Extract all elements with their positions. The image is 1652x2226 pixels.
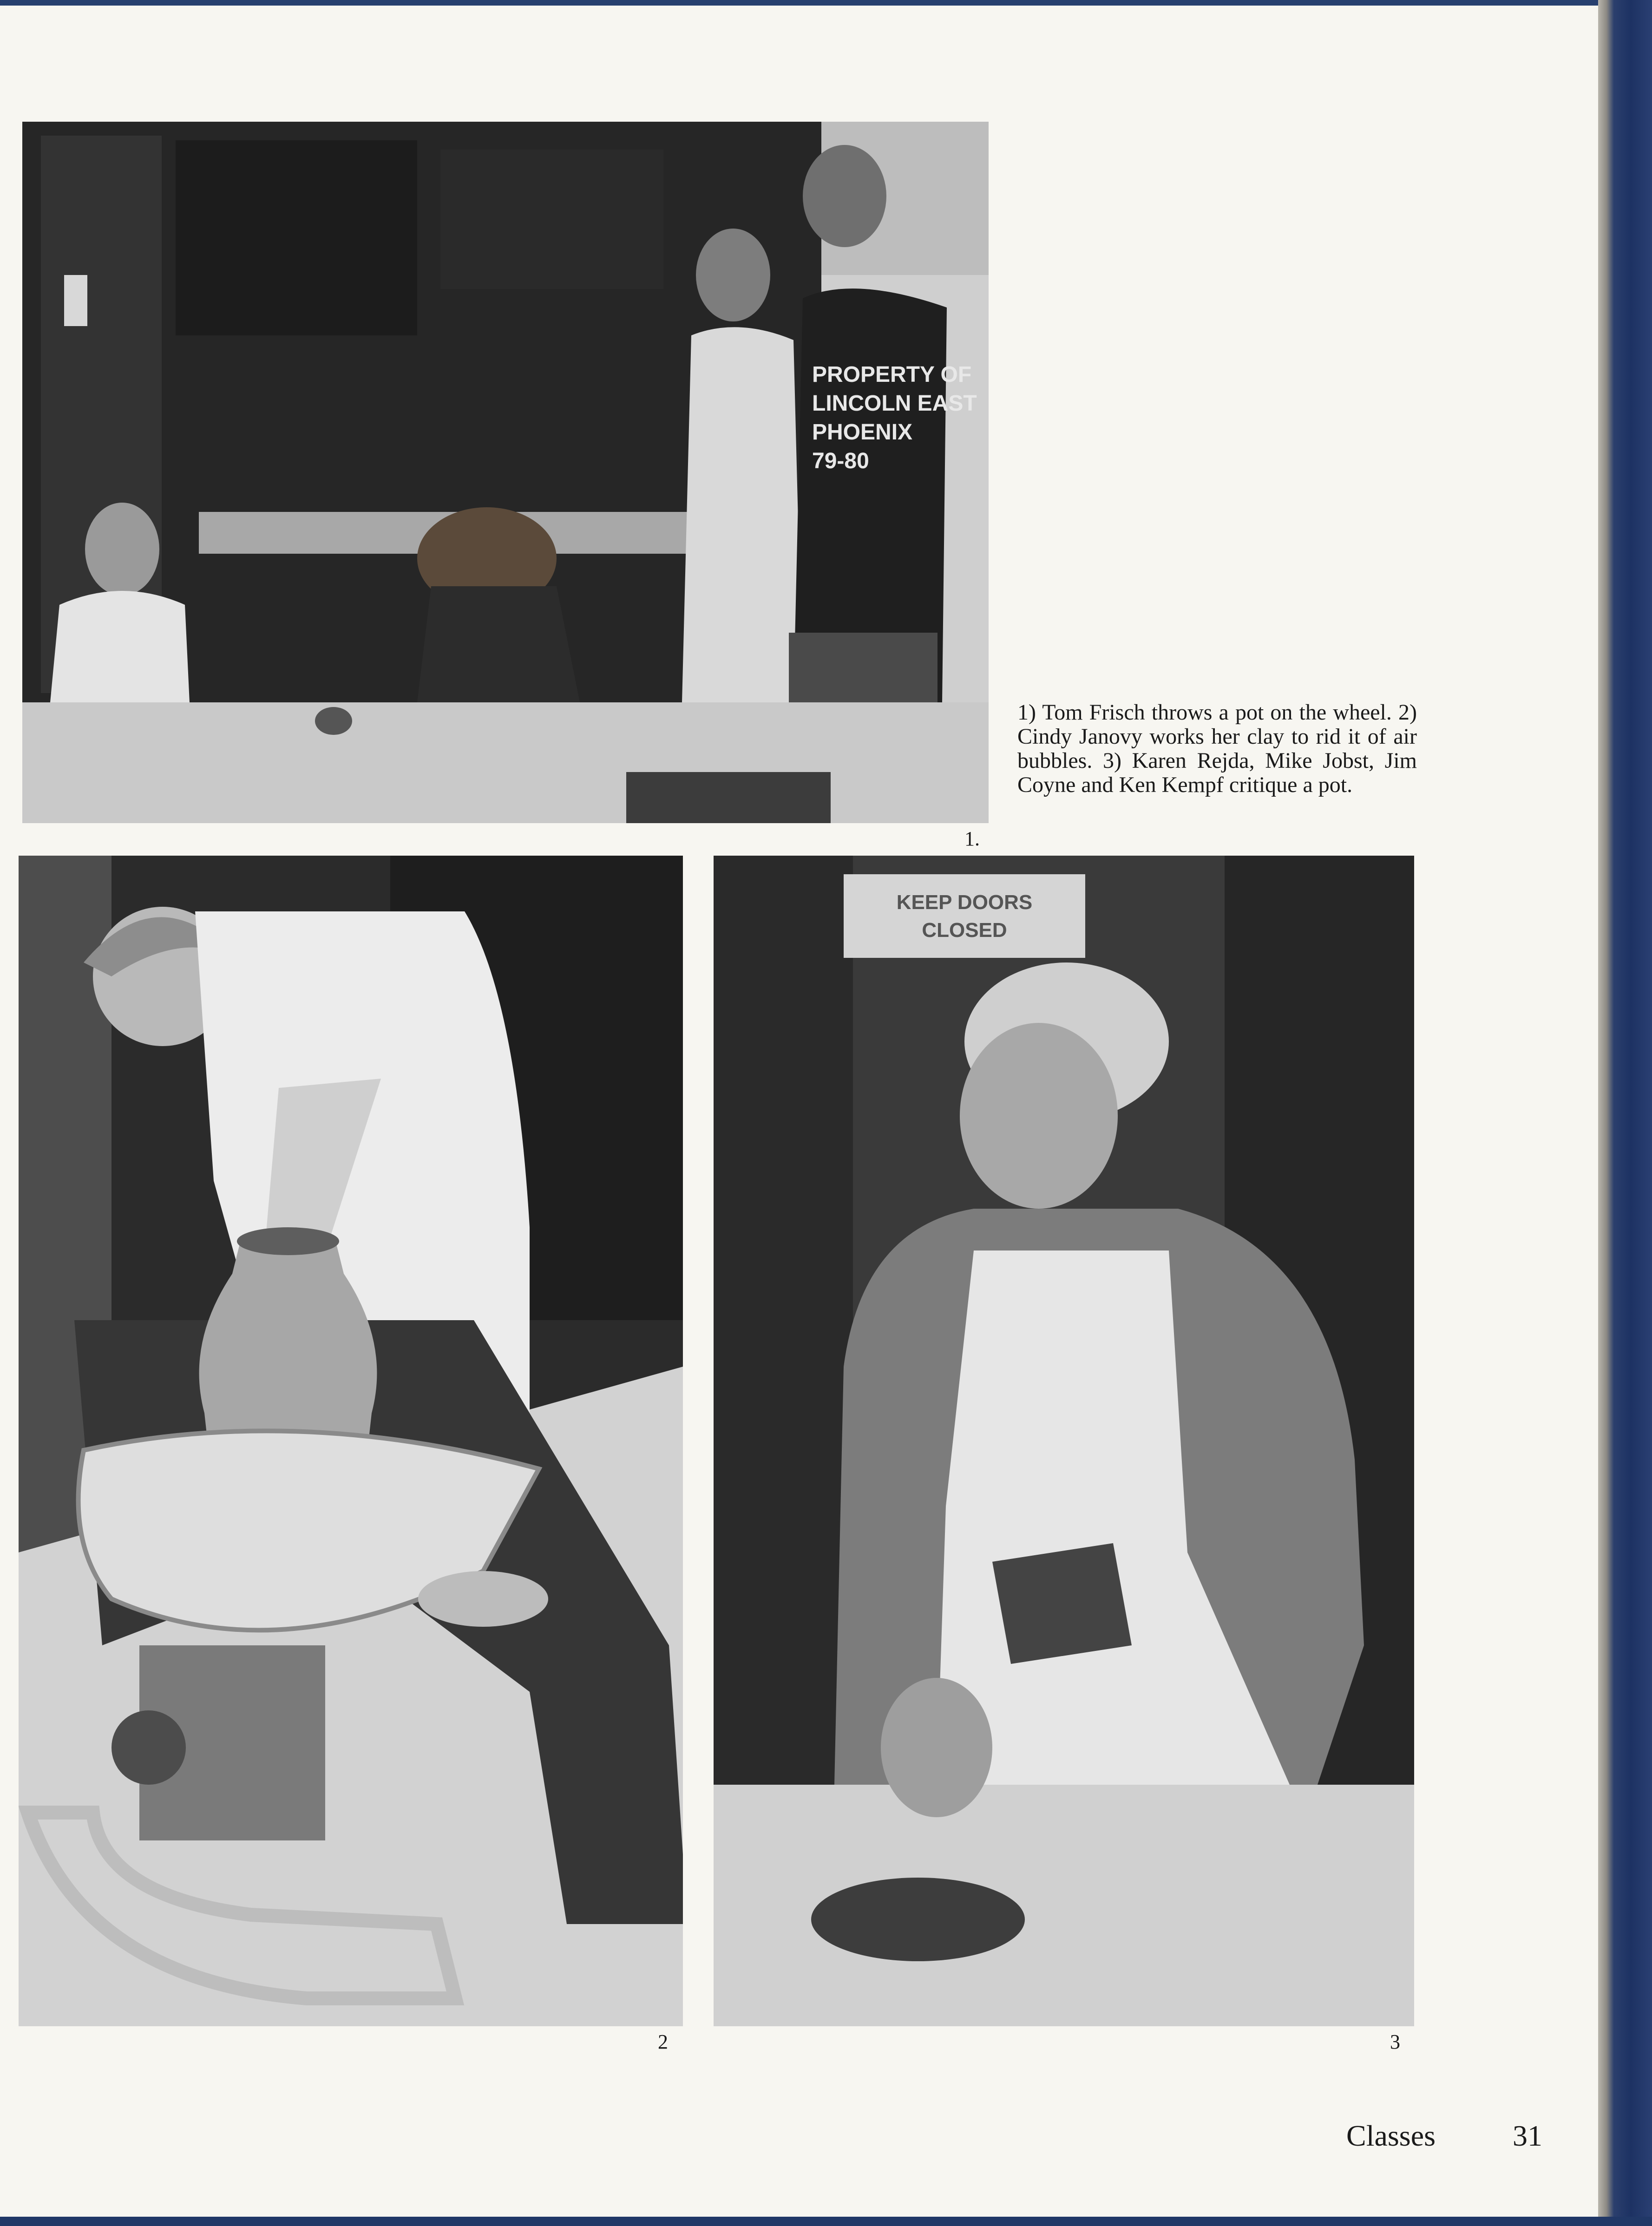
page-number: 31 [1513, 2119, 1542, 2152]
photo-3-number: 3 [1390, 2030, 1400, 2053]
door-sign [844, 874, 1085, 958]
shirt-line: LINCOLN EAST [812, 391, 977, 416]
photo-wedging-clay [714, 856, 1414, 2026]
cover-edge-bottom [0, 2217, 1652, 2226]
shirt-line: PROPERTY OF [812, 362, 972, 387]
cover-edge-right [1598, 0, 1652, 2226]
shirt-line: 79-80 [812, 449, 869, 473]
photo-3-image [714, 856, 1414, 2026]
cover-edge-top [0, 0, 1652, 6]
photo-1-image [22, 122, 989, 823]
photo-1-number: 1. [964, 827, 980, 850]
photo-students-critique [22, 122, 989, 823]
photo-caption: 1) Tom Frisch throws a pot on the wheel. 2) Cindy Janovy works her clay to rid it of air bubbles. 3) Karen Rejda, Mike Jobst, Jim Coyne and Ken Kempf critique a pot. [1017, 700, 1417, 797]
section-label: Classes [1346, 2119, 1436, 2152]
sign-line-2: CLOSED [922, 919, 1007, 942]
shirt-line: PHOENIX [812, 420, 913, 445]
sign-line-1: KEEP DOORS [896, 891, 1033, 914]
photo-2-number: 2 [658, 2030, 668, 2053]
photo-pottery-wheel [19, 856, 683, 2026]
photo-2-image [19, 856, 683, 2026]
